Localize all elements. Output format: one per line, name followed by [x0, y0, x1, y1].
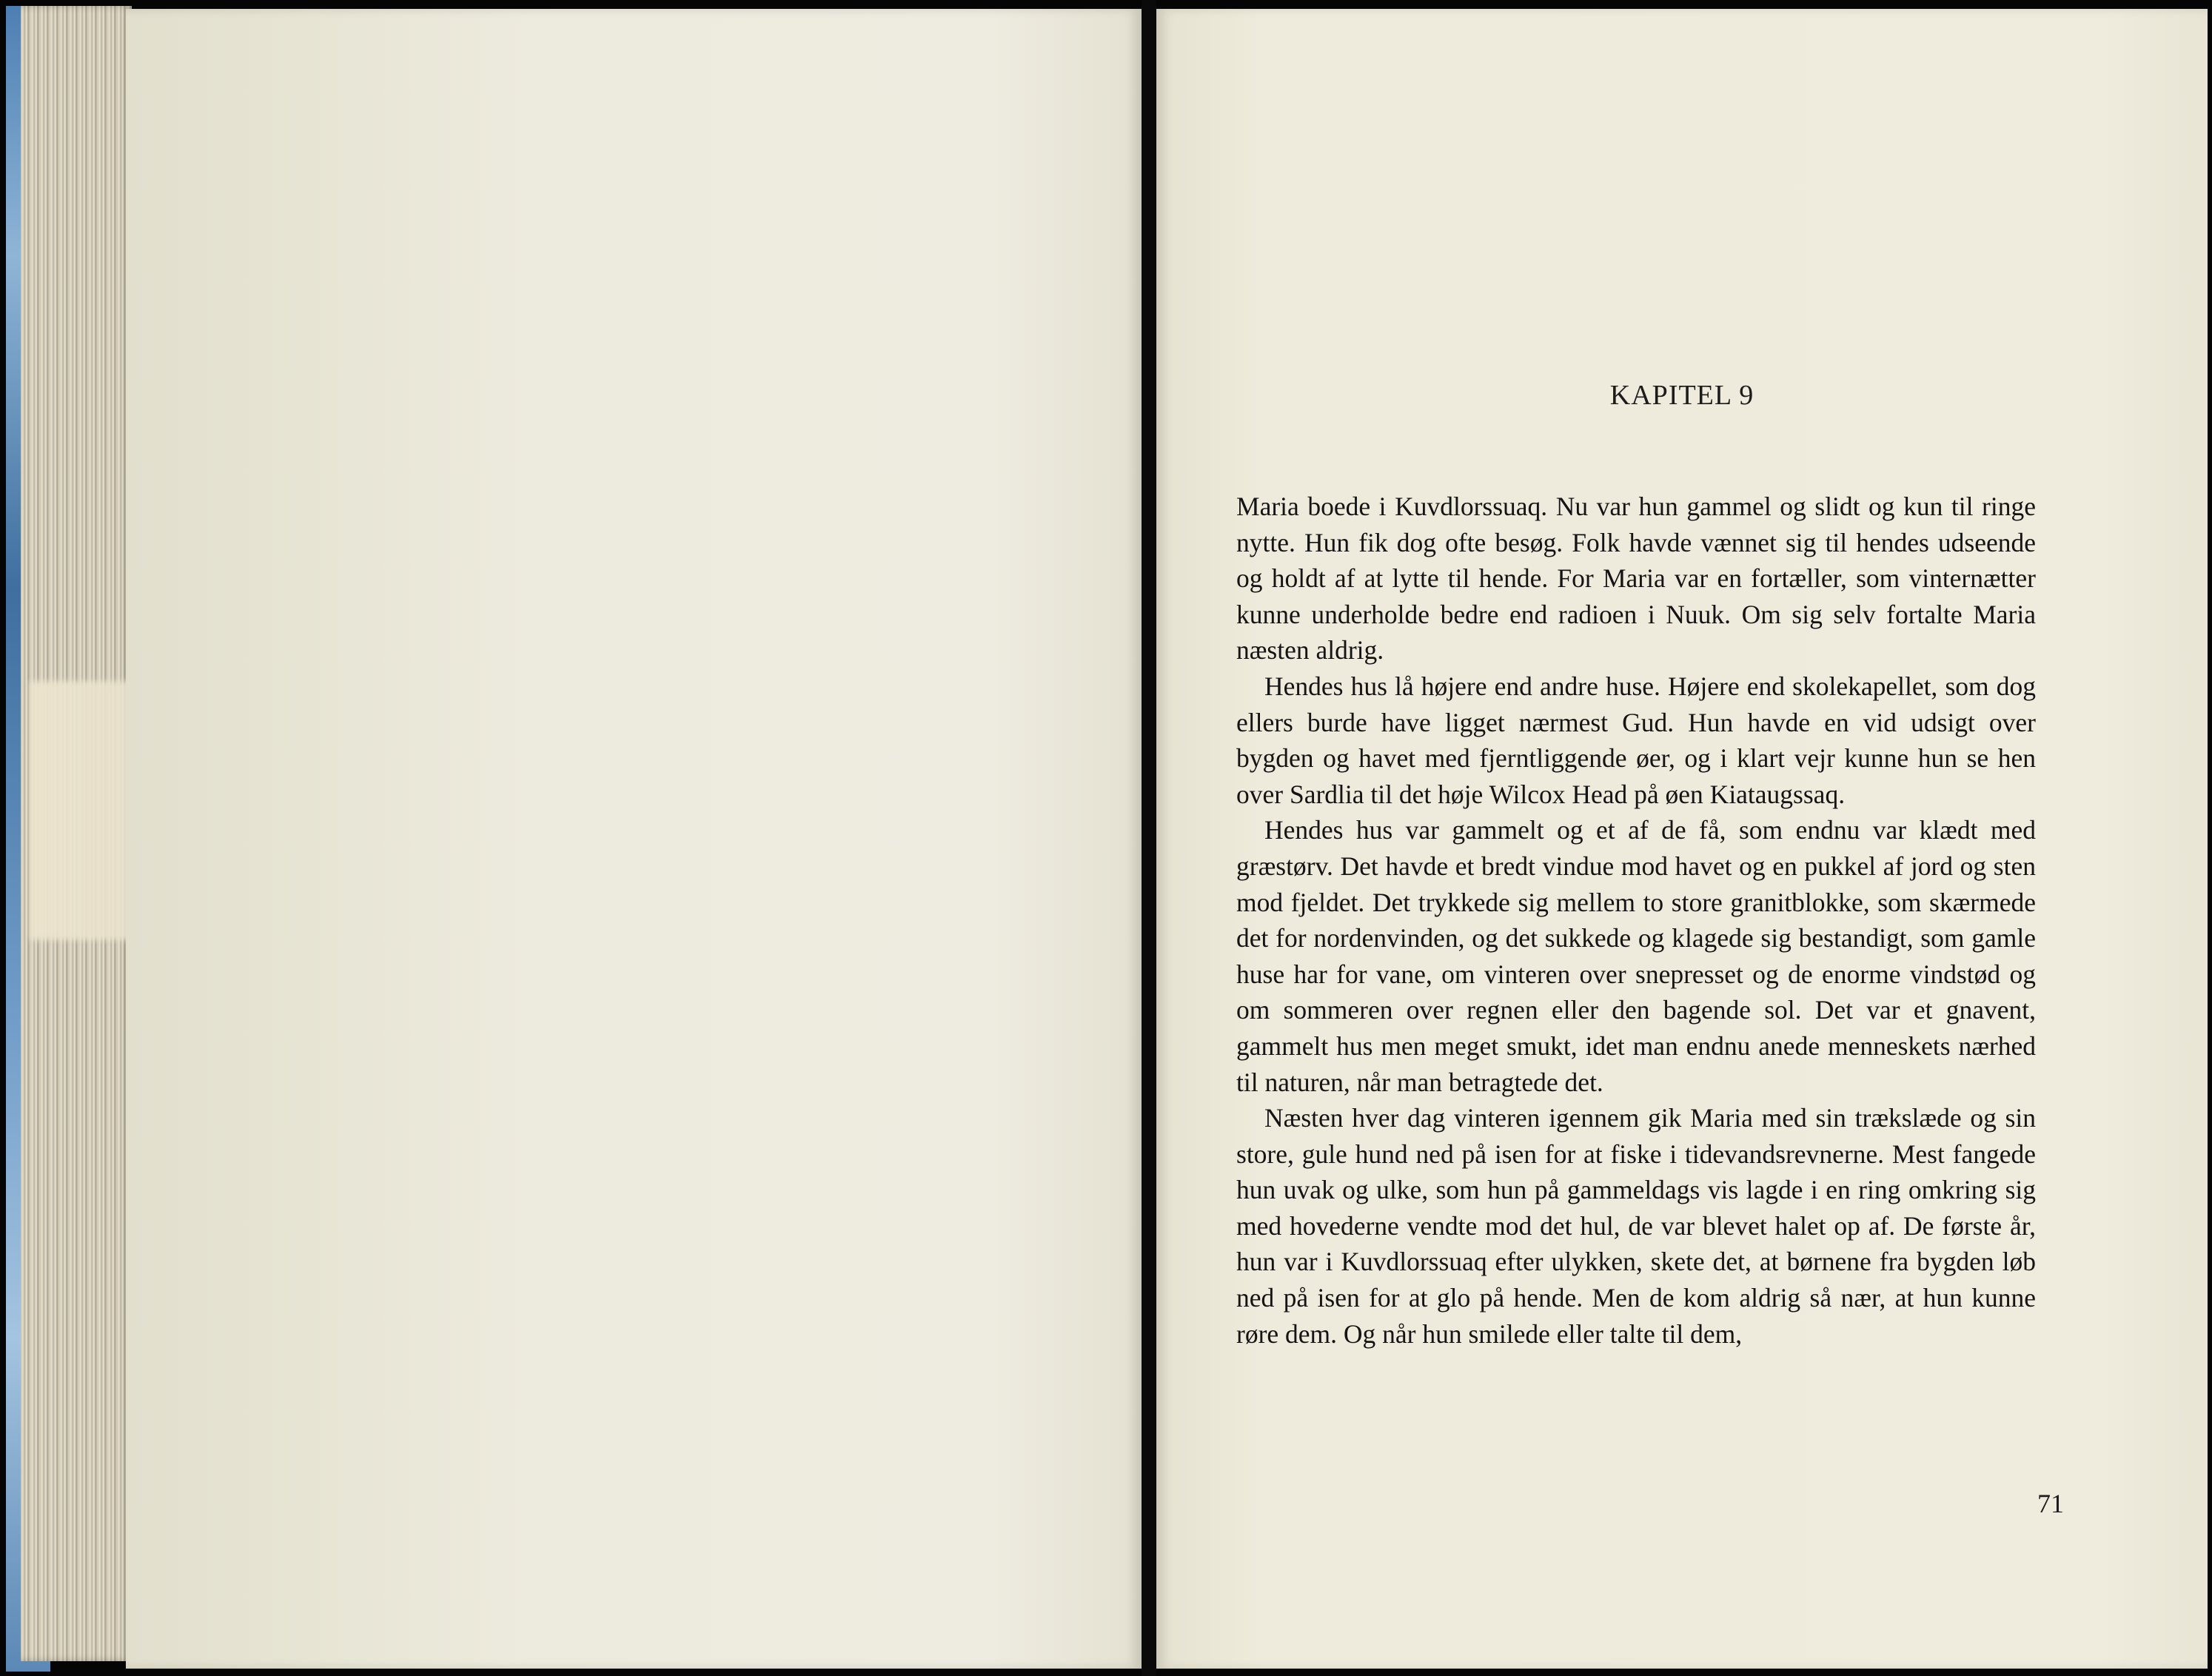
right-page [1156, 9, 2208, 1669]
paragraph: Hendes hus lå højere end andre huse. Højere end skolekapellet, som dog ellers burde have ligget nærmest Gud. Hun havde en vid udsigt over bygden og havet med fjerntliggende øer, og i klart vejr kunne hun se hen over Sardlia til det høje Wilcox Head på øen Kiataugssaq. [1236, 671, 2036, 809]
paragraph: Hendes hus var gammelt og et af de få, som endnu var klædt med græstørv. Det havde et bredt vindue mod havet og en pukkel af jord og sten mod fjeldet. Det trykkede sig mellem to store granitblokke, som skærmede det for nordenvinden, og det sukkede og klagede sig bestandigt, som gamle huse har for vane, om vinteren over snepresset og de enorme vindstød og om sommeren over regnen eller den bagende sol. Det var et gnavent, gammelt hus men meget smukt, idet man endnu anede menneskets nærhed til naturen, når man betragtede det. [1236, 815, 2036, 1097]
paragraph: Maria boede i Kuvdlorssuaq. Nu var hun gammel og slidt og kun til ringe nytte. Hun fik dog ofte besøg. Folk havde vænnet sig til hendes udseende og holdt af at lytte til hende. For Maria var en fortæller, som vinternætter kunne underholde bedre end radioen i Nuuk. Om sig selv fortalte Maria næsten aldrig. [1236, 492, 2036, 666]
page-number: 71 [2037, 1489, 2064, 1518]
paragraph: Næsten hver dag vinteren igennem gik Maria med sin trækslæde og sin store, gule hund ned på isen for at fiske i tidevandsrevnerne. Mest fangede hun uvak og ulke, som hun på gammeldags vis lagde i en ring omkring sig med hovederne vendte mod det hul, de var blevet halet op af. De første år, hun var i Kuvdlorssuaq efter ulykken, skete det, at børnene fra bygden løb ned på isen for at glo på hende. Men de kom aldrig så nær, at hun kunne røre dem. Og når hun smilede eller talte til dem, [1236, 1103, 2036, 1349]
left-page-blank [126, 9, 1142, 1669]
chapter-title: KAPITEL 9 [1609, 380, 1754, 411]
body-text [1236, 489, 2036, 1352]
book-gutter [1142, 0, 1156, 1676]
